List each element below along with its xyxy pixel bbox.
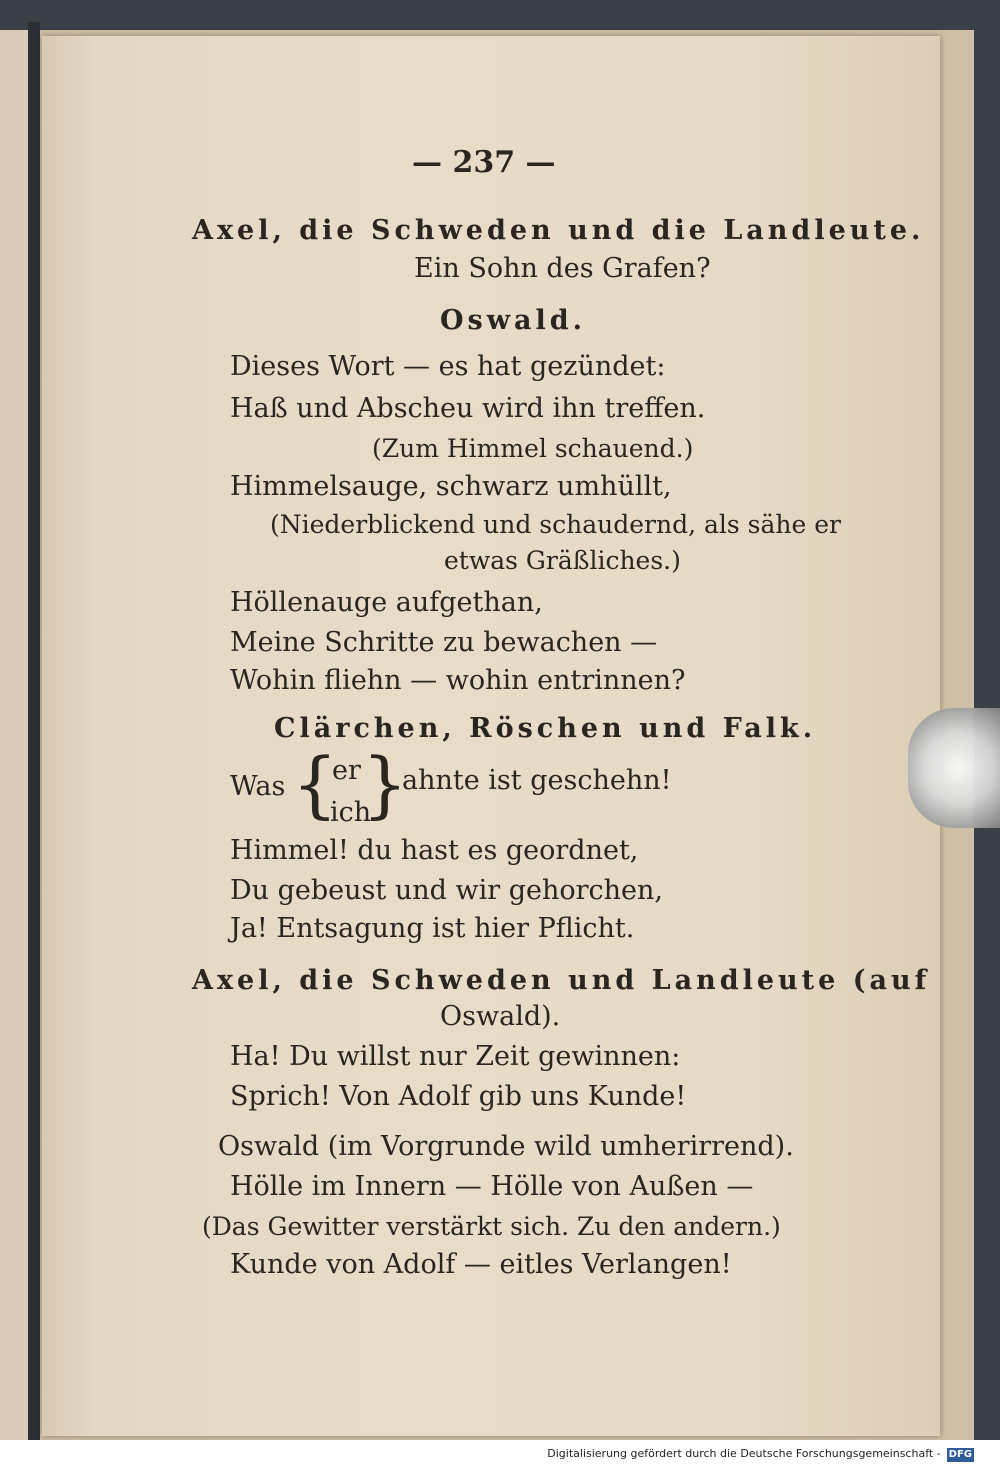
verse-line: Meine Schritte zu bewachen —	[230, 627, 658, 658]
left-brace: {	[292, 742, 338, 826]
verse-line: Dieses Wort — es hat gezündet:	[230, 351, 666, 382]
stage-direction: (Zum Himmel schauend.)	[372, 434, 694, 463]
verse-line: Sprich! Von Adolf gib uns Kunde!	[230, 1081, 687, 1112]
right-brace: }	[362, 742, 408, 826]
alternative-ich: ich	[330, 797, 372, 828]
page-number: — 237 —	[412, 145, 556, 180]
stage-direction: (Das Gewitter verstärkt sich. Zu den andern.)	[202, 1212, 781, 1241]
speaker-heading: Axel, die Schweden und Landleute (auf	[192, 965, 931, 996]
credit-text: Digitalisierung gefördert durch die Deutsche Forschungsgemeinschaft -	[547, 1447, 941, 1460]
verse-line: Du gebeust und wir gehorchen,	[230, 875, 663, 906]
verse-line: Höllenauge aufgethan,	[230, 587, 543, 618]
stage-direction: etwas Gräßliches.)	[444, 546, 681, 575]
verse-line: Wohin fliehn — wohin entrinnen?	[230, 665, 686, 696]
page-clip	[908, 708, 1000, 828]
verse-line: Himmel! du hast es geordnet,	[230, 835, 639, 866]
verse-line: Ha! Du willst nur Zeit gewinnen:	[230, 1041, 681, 1072]
book-spine	[28, 22, 40, 1440]
stage-direction: (Niederblickend und schaudernd, als sähe er	[270, 510, 841, 539]
verse-line: Himmelsauge, schwarz umhüllt,	[230, 471, 672, 502]
verse-line: Haß und Abscheu wird ihn treffen.	[230, 393, 706, 424]
verse-line: Hölle im Innern — Hölle von Außen —	[230, 1171, 754, 1202]
speaker-heading-cont: Oswald).	[440, 1001, 561, 1032]
speaker-heading: Oswald.	[440, 305, 586, 336]
left-page-edge	[0, 30, 30, 1440]
speaker-heading: Clärchen, Röschen und Falk.	[274, 713, 817, 744]
speaker-heading: Axel, die Schweden und die Landleute.	[192, 215, 925, 246]
digitization-credit	[547, 1447, 974, 1462]
verse-line: Kunde von Adolf — eitles Verlangen!	[230, 1249, 732, 1280]
verse-line: ahnte ist geschehn!	[402, 765, 672, 796]
verse-line-was: Was	[230, 771, 286, 802]
alternative-er: er	[332, 755, 361, 786]
verse-line: Ja! Entsagung ist hier Pflicht.	[230, 913, 635, 944]
book-page	[42, 36, 940, 1436]
speaker-heading: Oswald (im Vorgrunde wild umherirrend).	[218, 1131, 794, 1162]
dfg-logo: DFG	[948, 1449, 972, 1460]
verse-line: Ein Sohn des Grafen?	[414, 253, 711, 284]
